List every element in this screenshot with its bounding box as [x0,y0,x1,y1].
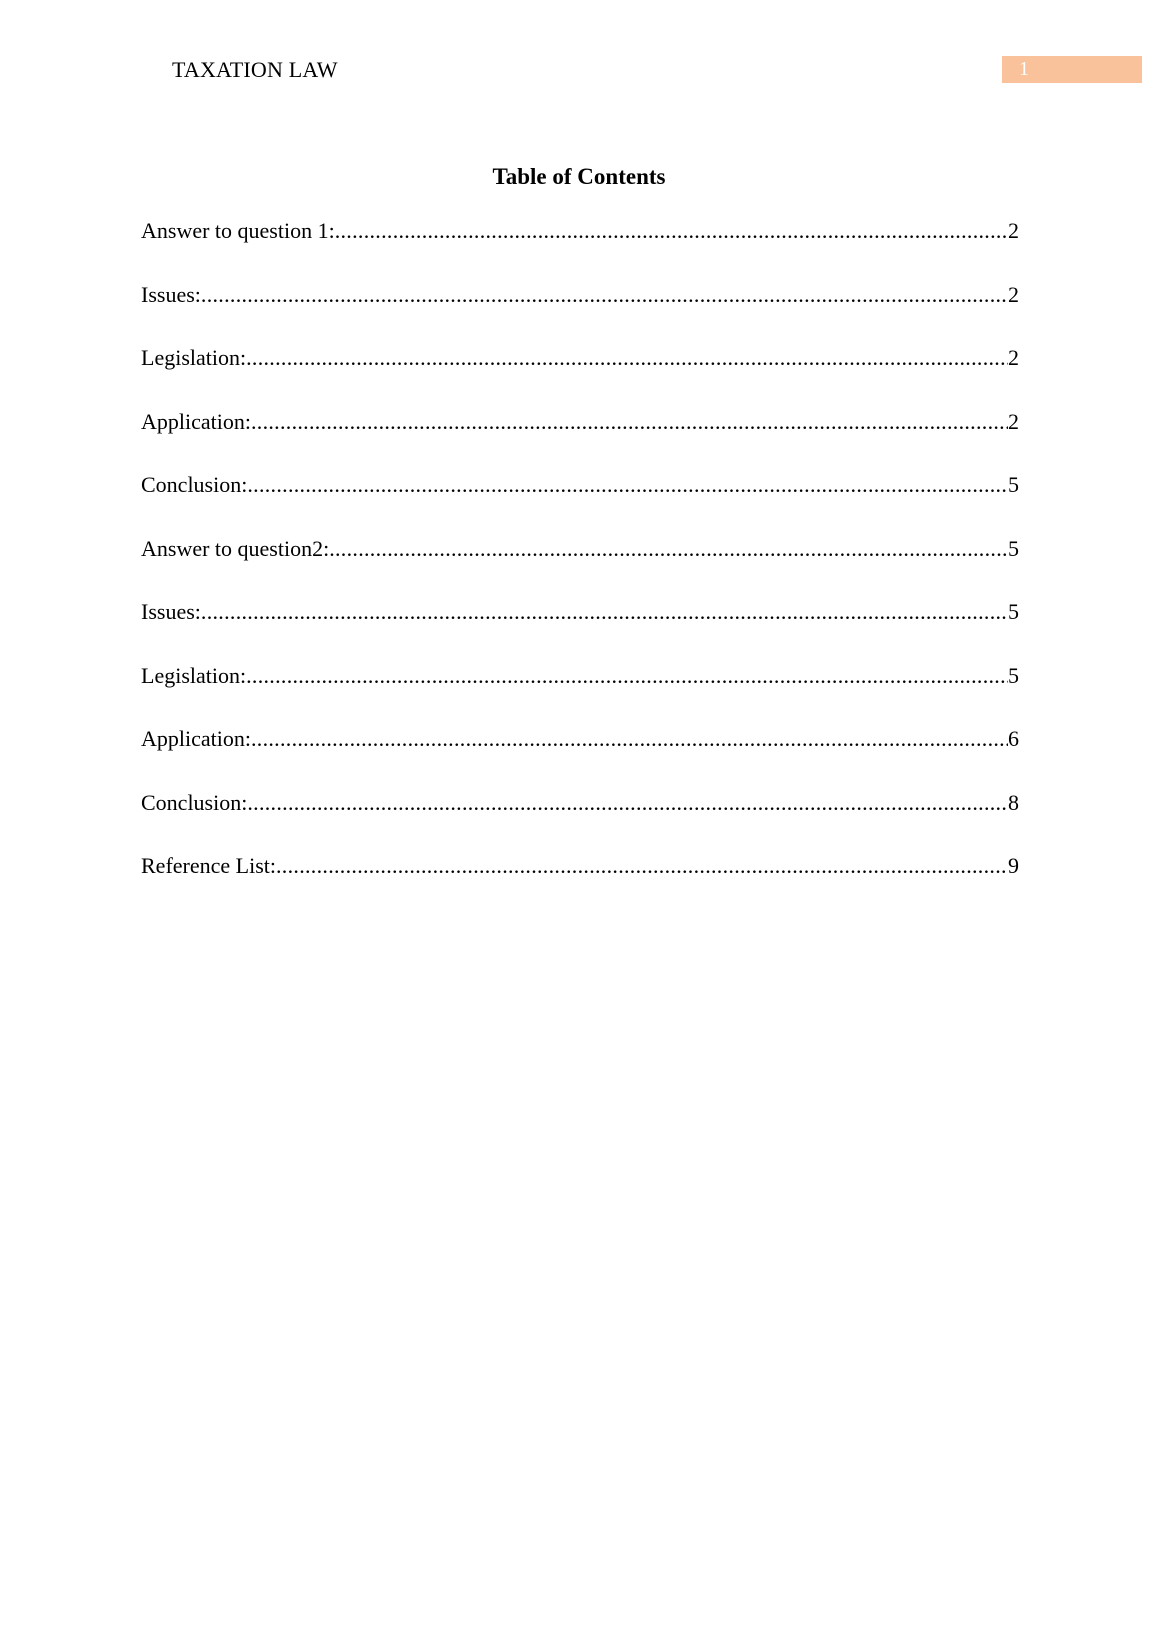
toc-dot-leader [251,723,1008,755]
toc-dot-leader [335,215,1008,247]
toc-entry-conclusion-1[interactable] [141,469,1019,533]
toc-entry-label: Answer to question 1: [141,218,335,243]
toc-entry-label: Application: [141,408,251,434]
toc-dot-leader [246,660,1008,692]
toc-entry-page: 2 [1008,345,1019,370]
toc-entry-label: Legislation: [141,345,247,370]
toc-dot-leader [246,342,1008,374]
toc-title: Table of Contents [492,164,666,189]
page-number-box [1002,56,1142,83]
toc-dot-leader [247,469,1008,501]
toc-entry-label: Conclusion: [141,472,248,497]
toc-entry-page: 2 [1008,218,1019,243]
toc-dot-leader [201,596,1008,628]
toc-entry-label: Application: [141,726,251,751]
toc-entry-page: 5 [1008,662,1019,688]
toc-entry-legislation-1[interactable] [141,342,1019,406]
toc-dot-leader [251,406,1008,438]
toc-entry-page: 5 [1008,599,1019,624]
toc-entry-answer-question-1[interactable] [141,215,1019,279]
toc-entry-page: 8 [1008,789,1019,815]
toc-dot-leader [247,787,1008,819]
toc-entry-label: Issues: [141,281,201,307]
running-head: TAXATION LAW [172,57,338,82]
toc-entry-page: 2 [1008,408,1019,434]
toc-entry-page: 2 [1008,281,1019,307]
toc-entry-answer-question-2[interactable] [141,533,1019,597]
toc-entry-label: Answer to question2: [141,535,330,561]
toc-entry-label: Issues: [141,599,201,624]
toc-entry-page: 9 [1008,853,1019,878]
toc-dot-leader [329,533,1008,565]
toc-dot-leader [276,850,1008,882]
toc-dot-leader [201,279,1008,311]
toc-entry-application-2[interactable] [141,723,1019,787]
toc-entry-page: 5 [1008,535,1019,561]
toc-entry-application-1[interactable] [141,406,1019,470]
toc-entry-issues-1[interactable] [141,279,1019,343]
toc-entry-issues-2[interactable] [141,596,1019,660]
toc-entry-label: Reference List: [141,853,276,878]
toc-entry-page: 5 [1008,472,1019,497]
page-number: 1 [1019,58,1029,80]
toc-entry-conclusion-2[interactable] [141,787,1019,851]
toc-entry-reference-list[interactable] [141,850,1019,914]
toc-entry-label: Legislation: [141,662,247,688]
toc-entry-legislation-2[interactable] [141,660,1019,724]
toc-entry-page: 6 [1008,726,1019,751]
toc-list [141,215,1019,914]
toc-entry-label: Conclusion: [141,789,248,815]
